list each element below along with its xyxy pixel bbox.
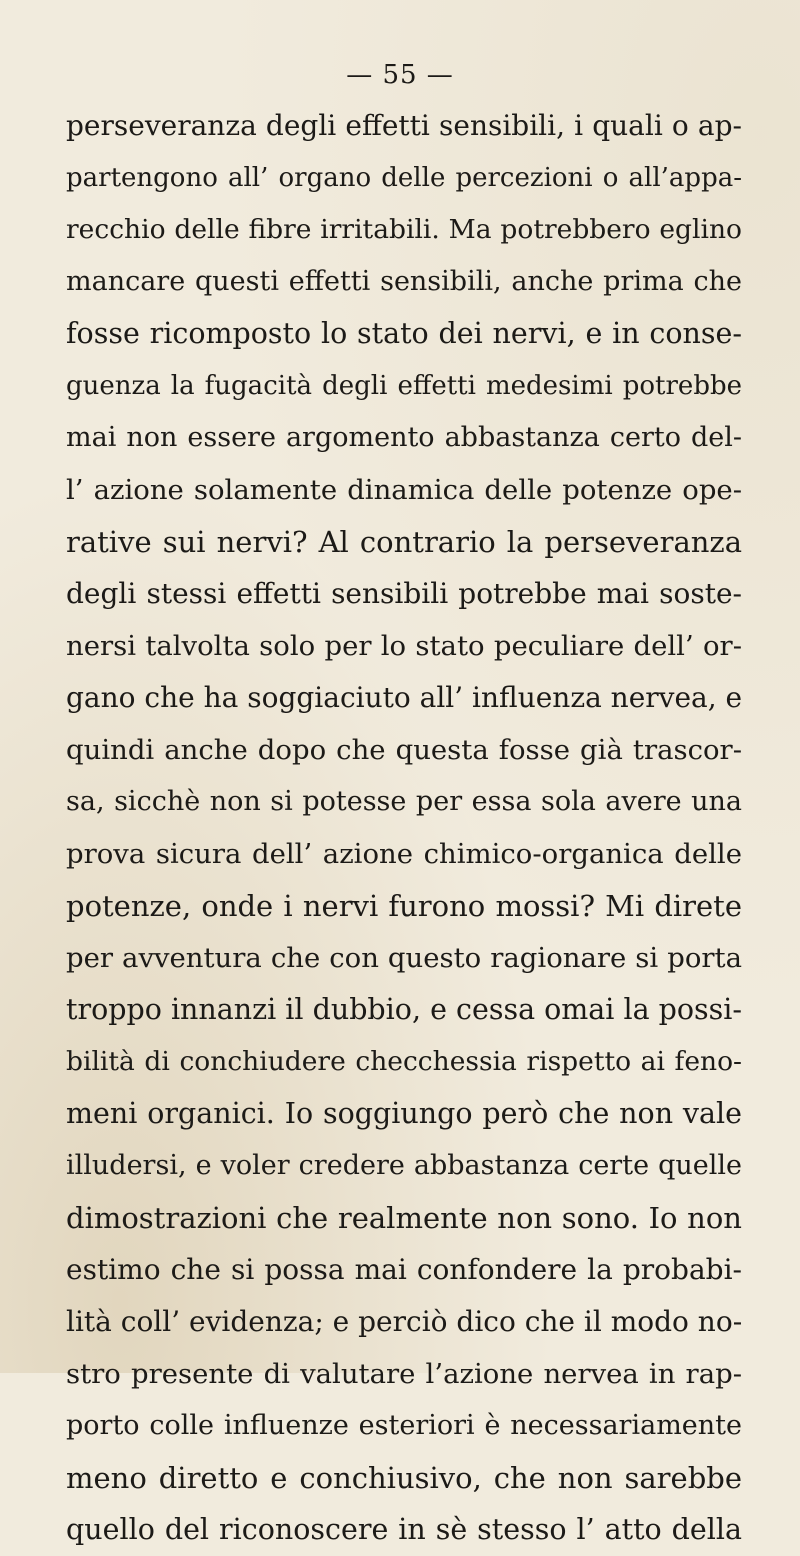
text-line: nersi talvolta solo per lo stato peculiare dell’ or- <box>66 630 742 662</box>
text-line: troppo innanzi il dubbio, e cessa omai la possi- <box>66 993 743 1026</box>
text-line: rative sui nervi? Al contrario la perseveranza <box>66 525 742 559</box>
text-line: guenza la fugacità degli effetti medesimi potrebbe <box>66 371 742 401</box>
text-line: sa, sicchè non si potesse per essa sola avere una <box>66 786 742 817</box>
text-line: partengono all’ organo delle percezioni o all’appa- <box>66 163 742 193</box>
text-line: stro presente di valutare l’azione nervea in rap- <box>66 1358 742 1390</box>
text-line: porto colle influenze esteriori è necessariamente <box>66 1410 742 1441</box>
body-text <box>66 100 742 1556</box>
text-line: gano che ha soggiaciuto all’ influenza nervea, e <box>66 681 743 714</box>
text-line: bilità di conchiudere checchessia rispetto ai feno- <box>66 1046 742 1077</box>
text-line: prova sicura dell’ azione chimico-organica delle <box>66 838 742 870</box>
text-line: illudersi, e voler credere abbastanza certe quelle <box>66 1150 742 1181</box>
text-line: estimo che si possa mai confondere la probabi- <box>66 1253 742 1286</box>
text-line: recchio delle fibre irritabili. Ma potrebbero eglino <box>66 214 742 245</box>
text-line: meni organici. Io soggiungo però che non vale <box>66 1097 742 1130</box>
text-line: mancare questi effetti sensibili, anche prima che <box>66 266 742 297</box>
text-line: perseveranza degli effetti sensibili, i quali o ap- <box>66 109 742 142</box>
text-line: potenze, onde i nervi furono mossi? Mi direte <box>66 889 742 923</box>
text-line: dimostrazioni che realmente non sono. Io non <box>66 1201 742 1235</box>
text-line: fosse ricomposto lo stato dei nervi, e in conse- <box>66 317 742 350</box>
text-line: degli stessi effetti sensibili potrebbe mai soste- <box>66 577 742 610</box>
text-line: quello del riconoscere in sè stesso l’ atto della <box>66 1513 742 1546</box>
text-line: per avventura che con questo ragionare si porta <box>66 942 742 974</box>
page-number: — 55 — <box>346 60 454 90</box>
text-line: quindi anche dopo che questa fosse già trascor- <box>66 734 742 766</box>
text-line: meno diretto e conchiusivo, che non sarebbe <box>66 1461 742 1495</box>
text-line: lità coll’ evidenza; e perciò dico che il modo no- <box>66 1305 743 1338</box>
text-line: l’ azione solamente dinamica delle potenze ope- <box>66 474 742 506</box>
text-line: mai non essere argomento abbastanza certo del- <box>66 422 742 453</box>
